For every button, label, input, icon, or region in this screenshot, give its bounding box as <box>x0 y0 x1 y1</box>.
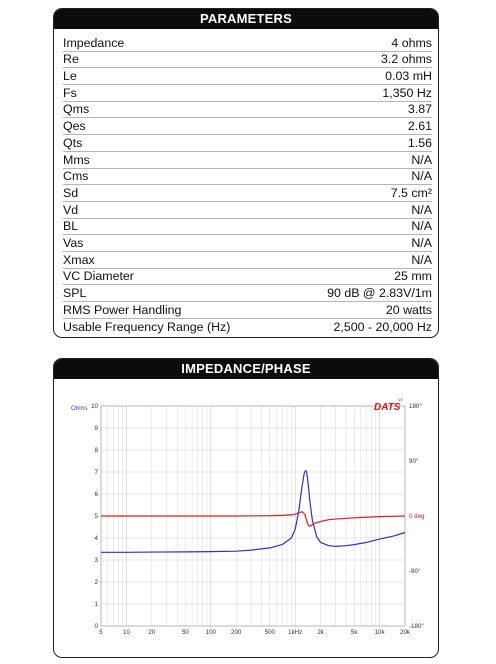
y-tick-label: 8 <box>94 447 98 454</box>
parameter-label: Xmax <box>63 252 95 267</box>
x-tick-label: 10 <box>122 629 130 636</box>
phase-tick-label: 180° <box>409 403 422 410</box>
parameter-row <box>63 235 432 252</box>
parameter-value: N/A <box>411 235 432 250</box>
parameter-label: Qes <box>63 119 86 134</box>
parameter-row <box>63 35 432 52</box>
parameter-label: Le <box>63 69 77 84</box>
ohms-unit-label: Ohms <box>71 405 88 412</box>
phase-tick-labels <box>409 403 425 630</box>
y-tick-label: 7 <box>94 469 98 476</box>
parameter-row <box>63 102 432 119</box>
parameter-row <box>63 302 432 319</box>
chart-series <box>101 471 405 552</box>
phase-tick-label: 0 deg <box>409 513 425 520</box>
parameter-value: 20 watts <box>385 302 432 317</box>
y-tick-label: 4 <box>94 535 98 542</box>
dats-logo-text: DATS <box>374 402 401 413</box>
x-tick-labels <box>99 629 411 636</box>
parameter-value: N/A <box>411 219 432 234</box>
parameter-label: SPL <box>63 286 87 300</box>
parameter-value: 4 ohms <box>391 35 432 50</box>
parameter-value: 7.5 cm² <box>390 185 432 200</box>
parameter-value: 0.03 mH <box>385 69 432 84</box>
x-tick-label: 5k <box>350 629 358 636</box>
y-tick-label: 3 <box>94 557 98 564</box>
impedance-phase-panel <box>53 358 439 658</box>
x-tick-label: 20 <box>148 629 156 636</box>
impedance-phase-chart <box>54 379 439 657</box>
impedance-curve <box>101 471 405 552</box>
phase-tick-label: -90° <box>409 568 421 575</box>
parameter-row <box>63 285 432 302</box>
x-tick-label: 200 <box>231 629 242 636</box>
parameter-value: 90 dB @ 2.83V/1m <box>327 286 432 300</box>
phase-curve <box>101 512 405 527</box>
parameter-row <box>63 152 432 169</box>
parameter-label: Sd <box>63 185 79 200</box>
parameter-value: 2,500 - 20,000 Hz <box>333 320 432 335</box>
parameter-row <box>63 85 432 102</box>
x-tick-label: 5 <box>99 629 103 636</box>
parameter-label: VC Diameter <box>63 269 134 284</box>
x-tick-label: 2k <box>317 629 324 636</box>
y-tick-label: 10 <box>91 403 98 410</box>
parameter-row <box>63 269 432 286</box>
y-tick-label: 1 <box>94 601 98 608</box>
parameters-panel <box>53 8 439 338</box>
y-tick-labels <box>91 403 98 630</box>
x-tick-label: 10k <box>374 629 385 636</box>
parameter-row <box>63 135 432 152</box>
parameter-row <box>63 202 432 219</box>
x-tick-label: 500 <box>264 629 275 636</box>
impedance-phase-header: IMPEDANCE/PHASE <box>54 359 438 379</box>
parameter-value: N/A <box>411 169 432 184</box>
parameters-table <box>63 35 432 335</box>
dats-logo <box>374 402 401 413</box>
parameter-label: Mms <box>63 152 90 167</box>
y-tick-label: 0 <box>94 623 98 630</box>
parameter-row <box>63 185 432 202</box>
parameter-value: N/A <box>411 152 432 167</box>
parameter-label: Qts <box>63 135 83 150</box>
parameter-label: Usable Frequency Range (Hz) <box>63 320 231 335</box>
parameter-label: Vd <box>63 202 79 217</box>
parameter-value: 3.2 ohms <box>381 52 432 67</box>
parameter-row <box>63 118 432 135</box>
parameter-row <box>63 219 432 236</box>
phase-tick-label: 90° <box>409 458 419 465</box>
parameter-value: 1,350 Hz <box>382 85 432 100</box>
parameter-value: 1.56 <box>407 135 432 150</box>
y-tick-label: 6 <box>94 491 98 498</box>
y-tick-label: 2 <box>94 579 98 586</box>
parameter-row <box>63 52 432 69</box>
parameter-row <box>63 319 432 336</box>
y-tick-label: 9 <box>94 425 98 432</box>
parameter-value: 3.87 <box>407 102 432 117</box>
parameters-header: PARAMETERS <box>54 9 438 29</box>
parameter-label: BL <box>63 219 79 234</box>
parameter-label: Cms <box>63 169 89 184</box>
parameter-value: N/A <box>411 252 432 267</box>
parameter-row <box>63 252 432 269</box>
parameter-label: Qms <box>63 102 90 117</box>
x-tick-label: 50 <box>181 629 189 636</box>
phase-tick-label: -180° <box>409 623 424 630</box>
parameter-value: 2.61 <box>407 119 432 134</box>
parameter-row <box>63 169 432 186</box>
x-tick-label: 1kHz <box>288 629 303 636</box>
x-tick-label: 20k <box>400 629 410 636</box>
y-tick-label: 5 <box>94 513 98 520</box>
parameter-value: 25 mm <box>394 269 432 284</box>
dats-logo-version: V2 <box>398 397 403 402</box>
x-tick-label: 100 <box>205 629 216 636</box>
parameter-label: Impedance <box>63 35 125 50</box>
parameter-label: RMS Power Handling <box>63 302 182 317</box>
parameter-label: Fs <box>63 85 77 100</box>
parameter-label: Re <box>63 52 79 67</box>
parameter-row <box>63 68 432 85</box>
parameter-value: N/A <box>411 202 432 217</box>
parameter-label: Vas <box>63 235 84 250</box>
